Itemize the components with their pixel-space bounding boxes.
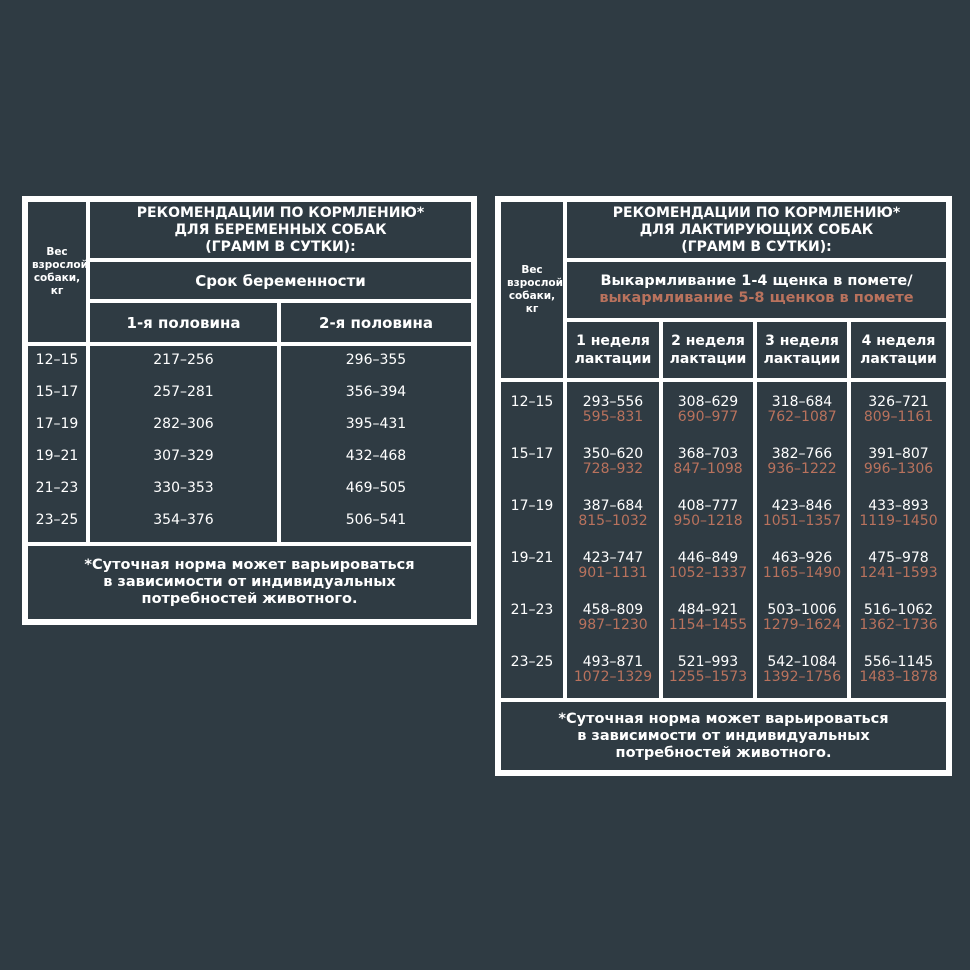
small-litter-value: 542–1084 <box>767 654 837 670</box>
lactation-label: лактации <box>860 351 937 367</box>
small-litter-value: 350–620 <box>582 446 644 462</box>
title-line: РЕКОМЕНДАЦИИ ПО КОРМЛЕНИЮ* <box>612 204 901 221</box>
weight-range: 19–21 <box>35 448 79 464</box>
first-half-header <box>90 303 277 342</box>
weight-column-header <box>28 202 86 342</box>
first-half-value: 330–353 <box>153 480 214 496</box>
second-half-label: 2-я половина <box>319 313 433 332</box>
small-litter-value: 423–846 <box>771 498 833 514</box>
small-litter-value: 368–703 <box>677 446 739 462</box>
small-litter-value: 446–849 <box>677 550 739 566</box>
large-litter-value: 1392–1756 <box>762 669 842 685</box>
week-label: 4 неделя <box>861 333 936 349</box>
small-litter-value: 391–807 <box>868 446 929 462</box>
week-4-header <box>851 322 946 378</box>
title-line: (ГРАММ В СУТКИ): <box>681 238 832 255</box>
note-line: потребностей животного. <box>141 591 358 607</box>
weight-range: 12–15 <box>510 394 554 410</box>
week-2-header <box>663 322 753 378</box>
large-litter-value: 996–1306 <box>863 461 934 477</box>
large-litter-value: 809–1161 <box>863 409 934 425</box>
large-litter-value: 728–932 <box>582 461 644 477</box>
first-half-label: 1-я половина <box>126 313 241 332</box>
first-half-value: 307–329 <box>153 448 214 464</box>
large-litter-value: 1241–1593 <box>859 565 938 581</box>
weight-label: Вес взрослой собаки, кг <box>507 264 563 315</box>
title-line: РЕКОМЕНДАЦИИ ПО КОРМЛЕНИЮ* <box>136 204 425 221</box>
weight-range: 12–15 <box>35 352 79 368</box>
first-half-value: 217–256 <box>153 352 214 368</box>
large-litter-value: 901–1131 <box>578 565 648 581</box>
small-litter-value: 463–926 <box>771 550 833 566</box>
large-litter-value: 1165–1490 <box>762 565 842 581</box>
week-label: 3 неделя <box>765 333 839 349</box>
second-half-value: 469–505 <box>345 480 407 496</box>
lactating-title <box>567 202 946 258</box>
small-litter-value: 293–556 <box>582 394 644 410</box>
large-litter-value: 815–1032 <box>578 513 648 529</box>
note-line: в зависимости от индивидуальных <box>103 574 396 590</box>
weight-range: 23–25 <box>510 654 554 670</box>
week-3-values-column <box>757 382 847 698</box>
feeding-line-small-litter: Выкармливание 1-4 щенка в помете/ <box>600 273 913 289</box>
weight-range: 17–19 <box>510 498 554 514</box>
week-2-values-column <box>663 382 753 698</box>
large-litter-value: 847–1098 <box>673 461 743 477</box>
lactation-label: лактации <box>669 351 747 367</box>
lactation-label: лактации <box>763 351 841 367</box>
week-3-header <box>757 322 847 378</box>
weight-label: Вес взрослой собаки, кг <box>32 246 88 297</box>
weight-range: 15–17 <box>510 446 554 462</box>
second-half-value: 356–394 <box>345 384 407 400</box>
weight-range: 23–25 <box>35 512 79 528</box>
large-litter-value: 1119–1450 <box>859 513 938 529</box>
lactating-footnote <box>501 702 946 770</box>
large-litter-value: 1279–1624 <box>762 617 842 633</box>
note-line: потребностей животного. <box>615 744 832 761</box>
pregnant-title <box>90 202 471 258</box>
large-litter-value: 1051–1357 <box>762 513 842 529</box>
large-litter-value: 690–977 <box>677 409 739 425</box>
weight-range: 15–17 <box>35 384 79 400</box>
pregnant-footnote <box>28 546 471 619</box>
weight-range: 21–23 <box>510 602 554 618</box>
weight-column-header <box>501 202 563 378</box>
small-litter-value: 408–777 <box>677 498 739 514</box>
small-litter-value: 308–629 <box>677 394 739 410</box>
weight-range: 21–23 <box>35 480 79 496</box>
small-litter-value: 516–1062 <box>863 602 934 618</box>
small-litter-value: 521–993 <box>677 654 739 670</box>
large-litter-value: 1154–1455 <box>668 617 748 633</box>
second-half-value: 296–355 <box>345 352 407 368</box>
small-litter-value: 458–809 <box>582 602 644 618</box>
small-litter-value: 475–978 <box>868 550 929 566</box>
large-litter-value: 950–1218 <box>673 513 743 529</box>
weight-range: 17–19 <box>35 416 79 432</box>
first-half-value: 257–281 <box>153 384 214 400</box>
second-half-value: 432–468 <box>345 448 407 464</box>
note-line: *Суточная норма может варьироваться <box>558 710 889 727</box>
pregnant-feeding-table <box>22 196 477 625</box>
small-litter-value: 433–893 <box>868 498 929 514</box>
week-1-values-column <box>567 382 659 698</box>
large-litter-value: 762–1087 <box>767 409 837 425</box>
week-1-header <box>567 322 659 378</box>
lactating-feeding-table <box>495 196 952 776</box>
note-line: в зависимости от индивидуальных <box>577 727 870 744</box>
small-litter-value: 484–921 <box>677 602 739 618</box>
feeding-header <box>567 262 946 318</box>
small-litter-value: 423–747 <box>582 550 644 566</box>
small-litter-value: 556–1145 <box>863 654 934 670</box>
first-half-value: 354–376 <box>153 512 214 528</box>
lactation-label: лактации <box>574 351 652 367</box>
week-4-values-column <box>851 382 946 698</box>
period-header-label: Срок беременности <box>195 271 366 290</box>
period-header <box>90 262 471 299</box>
large-litter-value: 1362–1736 <box>859 617 938 633</box>
large-litter-value: 595–831 <box>582 409 644 425</box>
small-litter-value: 493–871 <box>582 654 644 670</box>
feeding-line-large-litter: выкармливание 5-8 щенков в помете <box>599 290 914 306</box>
weight-range: 19–21 <box>510 550 554 566</box>
second-half-header <box>281 303 471 342</box>
title-line: ДЛЯ ЛАКТИРУЮЩИХ СОБАК <box>639 221 874 238</box>
small-litter-value: 503–1006 <box>767 602 837 618</box>
large-litter-value: 987–1230 <box>578 617 648 633</box>
week-label: 2 неделя <box>671 333 745 349</box>
small-litter-value: 326–721 <box>868 394 929 410</box>
second-half-value: 395–431 <box>345 416 407 432</box>
title-line: (ГРАММ В СУТКИ): <box>205 238 356 255</box>
note-line: *Суточная норма может варьироваться <box>84 557 415 573</box>
small-litter-value: 382–766 <box>771 446 833 462</box>
first-half-value: 282–306 <box>153 416 214 432</box>
small-litter-value: 387–684 <box>582 498 644 514</box>
small-litter-value: 318–684 <box>771 394 833 410</box>
title-line: ДЛЯ БЕРЕМЕННЫХ СОБАК <box>174 221 387 238</box>
week-label: 1 неделя <box>576 333 650 349</box>
large-litter-value: 936–1222 <box>767 461 837 477</box>
large-litter-value: 1255–1573 <box>668 669 748 685</box>
large-litter-value: 1072–1329 <box>573 669 653 685</box>
large-litter-value: 1483–1878 <box>859 669 938 685</box>
second-half-value: 506–541 <box>345 512 407 528</box>
large-litter-value: 1052–1337 <box>668 565 748 581</box>
weight-values-column <box>501 382 563 698</box>
